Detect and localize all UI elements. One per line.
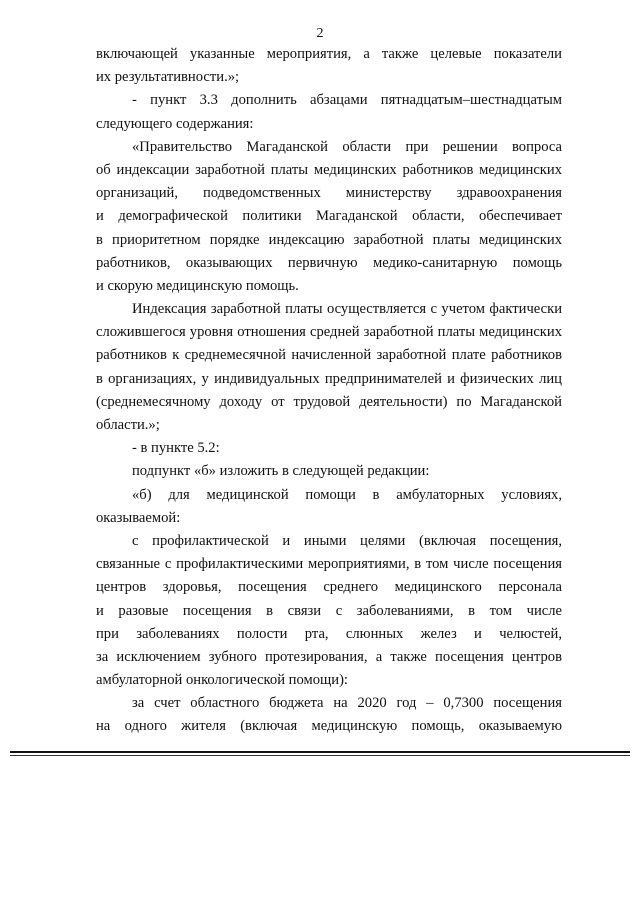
text-line: (среднемесячному доходу от трудовой деятельности) по Магаданской [96, 393, 562, 410]
text-line: связанные с профилактическими мероприятиями, в том числе посещения [96, 556, 562, 573]
text-line: центров здоровья, посещения среднего медицинского персонала [96, 579, 562, 596]
text-line: при заболеваниях полости рта, слюнных желез и челюстей, [96, 625, 562, 642]
text-line: - пункт 3.3 дополнить абзацами пятнадцатым–шестнадцатым [132, 92, 562, 109]
text-line: и демографической политики Магаданской области, обеспечивает [96, 208, 562, 225]
text-line: об индексации заработной платы медицинских работников медицинских [96, 161, 562, 178]
text-line: в приоритетном порядке индексацию заработной платы медицинских [96, 231, 562, 248]
text-line: за счет областного бюджета на 2020 год – 0,7300 посещения [132, 695, 562, 712]
text-line: работников, оказывающих первичную медико-санитарную помощь [96, 254, 562, 271]
text-line: на одного жителя (включая медицинскую помощь, оказываемую [96, 718, 562, 735]
text-line: области.»; [96, 417, 160, 433]
text-line: организаций, подведомственных министерству здравоохранения [96, 185, 562, 202]
text-line: сложившегося уровня отношения средней заработной платы медицинских [96, 324, 562, 341]
text-line: Индексация заработной платы осуществляется с учетом фактически [132, 301, 562, 318]
text-line: включающей указанные мероприятия, а также целевые показатели [96, 46, 562, 62]
text-line: «Правительство Магаданской области при решении вопроса [132, 138, 562, 155]
text-line: амбулаторной онкологической помощи): [96, 672, 348, 689]
text-line: их результативности.»; [96, 69, 240, 86]
text-line: в организациях, у индивидуальных предпринимателей и физических лиц [96, 370, 562, 387]
text-line: и скорую медицинскую помощь. [96, 277, 299, 294]
text-line: «б) для медицинской помощи в амбулаторных условиях, [132, 486, 562, 503]
text-line: следующего содержания: [96, 115, 254, 132]
text-line: за исключением зубного протезирования, а также посещения центров [96, 648, 562, 665]
text-line: подпункт «б» изложить в следующей редакции: [132, 463, 430, 480]
page-number: 2 [316, 26, 324, 41]
text-line: и разовые посещения в связи с заболеваниями, в том числе [96, 602, 562, 619]
text-line: с профилактической и иными целями (включая посещения, [132, 532, 562, 549]
text-line: - в пункте 5.2: [132, 440, 220, 457]
footer-divider-secondary [10, 755, 630, 756]
text-line: оказываемой: [96, 509, 181, 526]
document-body [96, 43, 562, 739]
footer-divider [10, 751, 630, 753]
text-line: работников к среднемесячной начисленной заработной плате работников [96, 347, 562, 364]
